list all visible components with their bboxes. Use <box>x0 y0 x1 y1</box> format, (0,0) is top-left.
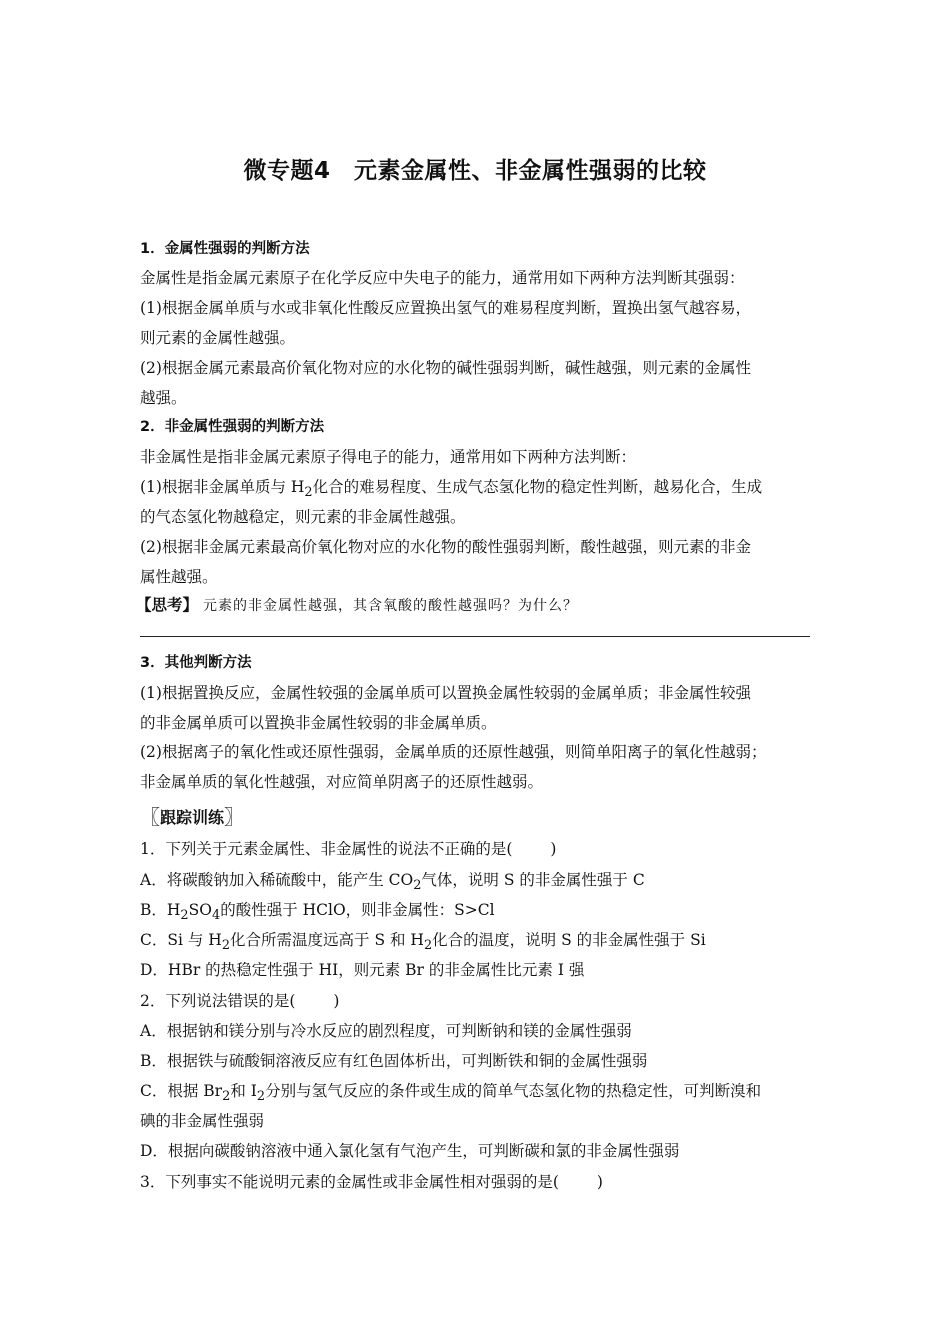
section2-method2: (2)根据非金属元素最高价氧化物对应的水化物的酸性强弱判断，酸性越强，则元素的非金 <box>140 538 751 556</box>
q2-option-d: D．根据向碳酸钠溶液中通入氯化氢有气泡产生，可判断碳和氯的非金属性强弱 <box>140 1142 680 1160</box>
section1-method1: (1)根据金属单质与水或非氧化性酸反应置换出氢气的难易程度判断，置换出氢气越容易， <box>140 299 751 317</box>
training-header: 〖跟踪训练〗 <box>140 805 245 829</box>
section2-method1-cont: 的气态氢化物越稳定，则元素的非金属性越强。 <box>140 508 466 526</box>
section3-method1-cont: 的非金属单质可以置换非金属性较弱的非金属单质。 <box>140 714 497 732</box>
q2-option-a: A．根据钠和镁分别与冷水反应的剧烈程度，可判断钠和镁的金属性强弱 <box>140 1022 632 1040</box>
section2-method1: (1)根据非金属单质与 $H_2$化合的难易程度、生成气态氢化物的稳定性判断，越易化合，生成 <box>140 478 763 501</box>
section1-method2-cont: 越强。 <box>140 389 187 407</box>
think-question <box>136 594 816 617</box>
section2-heading: 2．非金属性强弱的判断方法 <box>140 419 325 435</box>
section3-method2-cont: 非金属单质的氧化性越强，对应简单阴离子的还原性越弱。 <box>140 773 544 791</box>
q1-stem: 1．下列关于元素金属性、非金属性的说法不正确的是( ) <box>140 840 557 858</box>
section1-paragraph: 金属性是指金属元素原子在化学反应中失电子的能力，通常用如下两种方法判断其强弱： <box>140 269 745 287</box>
section2-method2-cont: 属性越强。 <box>140 568 218 586</box>
section1-method2: (2)根据金属元素最高价氧化物对应的水化物的碱性强弱判断，碱性越强，则元素的金属性 <box>140 359 751 377</box>
section3-heading: 3．其他判断方法 <box>140 655 252 671</box>
think-text: 元素的非金属性越强，其含氧酸的酸性越强吗？为什么？ <box>202 598 578 614</box>
think-label: 【思考】 <box>136 596 199 614</box>
q1-option-a: A．将碳酸钠加入稀硫酸中，能产生 $CO_2$气体，说明 S 的非金属性强于 C <box>140 871 645 894</box>
q2-option-c: C．根据 $Br_2$和 $I_2$分别与氢气反应的条件或生成的简单气态氢化物的热稳定性，可判断溴和 <box>140 1082 762 1105</box>
q2-stem: 2．下列说法错误的是( ) <box>140 992 340 1010</box>
q1-option-c: C．Si 与 $H_2$化合所需温度远高于 S 和 $H_2$化合的温度，说明 S 的非金属性强于 Si <box>140 931 706 954</box>
page-title: 微专题4 元素金属性、非金属性强弱的比较 <box>243 158 707 184</box>
section3-method1: (1)根据置换反应，金属性较强的金属单质可以置换金属性较弱的金属单质；非金属性较强 <box>140 684 751 702</box>
section1-method1-cont: 则元素的金属性越强。 <box>140 329 296 347</box>
section1-heading: 1．金属性强弱的判断方法 <box>140 241 310 257</box>
q1-option-b: B．$H_2SO_4$的酸性强于 HClO，则非金属性：S>Cl <box>140 901 495 924</box>
q3-stem: 3．下列事实不能说明元素的金属性或非金属性相对强弱的是( ) <box>140 1173 603 1191</box>
q2-option-c-cont: 碘的非金属性强弱 <box>140 1112 265 1130</box>
q2-option-b: B．根据铁与硫酸铜溶液反应有红色固体析出，可判断铁和铜的金属性强弱 <box>140 1052 648 1070</box>
q1-option-d: D．HBr 的热稳定性强于 HI，则元素 Br 的非金属性比元素 I 强 <box>140 961 585 979</box>
section3-method2: (2)根据离子的氧化性或还原性强弱，金属单质的还原性越强，则简单阳离子的氧化性越弱； <box>140 743 767 761</box>
answer-line <box>140 636 810 637</box>
section2-paragraph: 非金属性是指非金属元素原子得电子的能力，通常用如下两种方法判断： <box>140 448 637 466</box>
